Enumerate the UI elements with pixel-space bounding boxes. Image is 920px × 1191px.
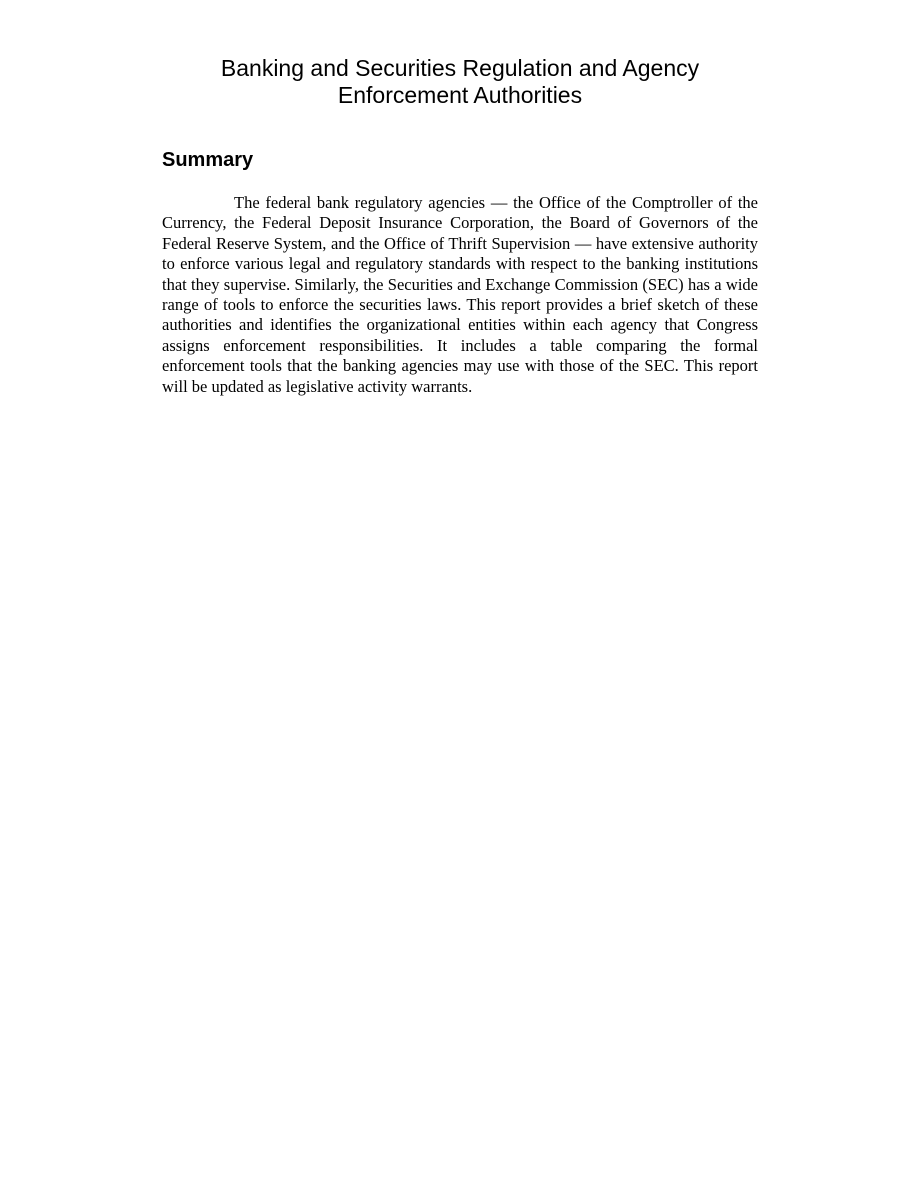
document-title [162, 55, 758, 109]
document-title-line-2: Enforcement Authorities [337, 82, 583, 108]
summary-heading: Summary [162, 149, 254, 171]
document-title-line-1: Banking and Securities Regulation and Agency [220, 55, 700, 81]
summary-paragraph: The federal bank regulatory agencies — the Office of the Comptroller of the Currency, the Federal Deposit Insurance Corporation, the Board of Governors of the Federal Reserve System, and the Office of Thrift Supervision — have extensive authority to enforce various legal and regulatory standards with respect to the banking institutions that they supervise. Similarly, the Securities and Exchange Commission (SEC) has a wide range of tools to enforce the securities laws. This report provides a brief sketch of these authorities and identifies the organizational entities within each agency that Congress assigns enforcement responsibilities. It includes a table comparing the formal enforcement tools that the banking agencies may use with those of the SEC. This report will be updated as legislative activity warrants. [162, 193, 758, 396]
